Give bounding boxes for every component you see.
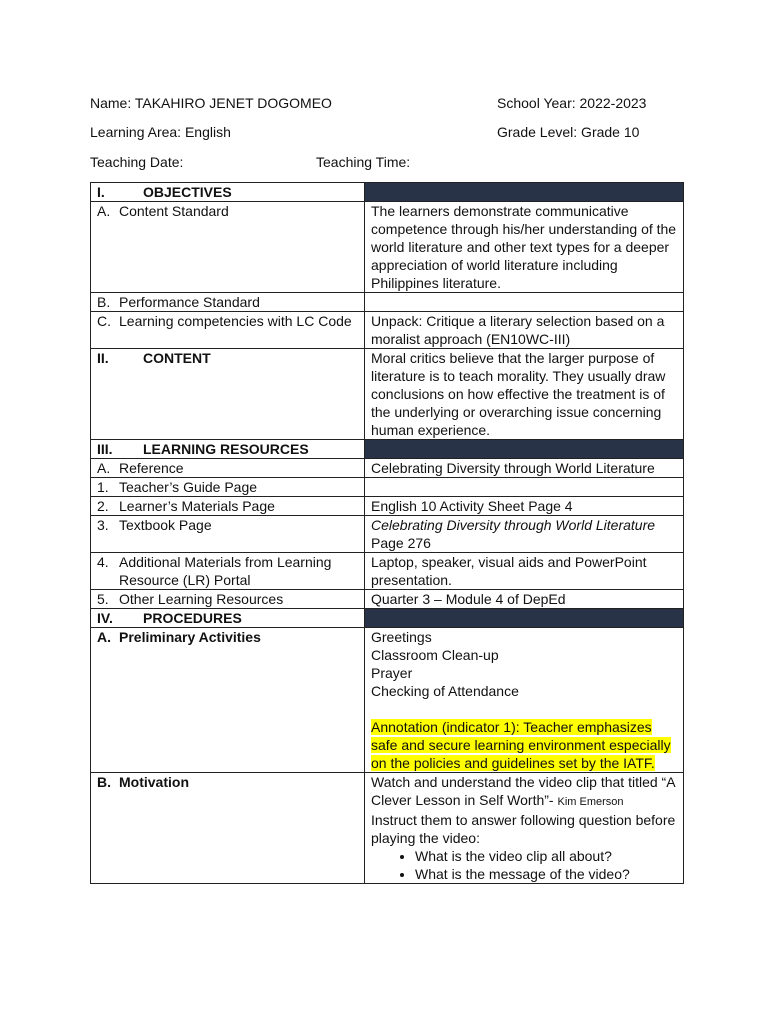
motivation-value	[365, 773, 684, 884]
lesson-plan-table	[90, 182, 684, 884]
section-number: I.	[97, 184, 105, 200]
teaching-time: Teaching Time:	[316, 154, 411, 170]
row-label-textbook: 3. Textbook Page	[97, 517, 212, 533]
section-heading-objectives	[97, 183, 358, 201]
teaching-date: Teaching Date:	[90, 154, 184, 170]
section-row-learning-resources	[91, 440, 684, 459]
teacher-name: Name: TAKAHIRO JENET DOGOMEO	[90, 95, 332, 111]
row-label-other-resources: 5. Other Learning Resources	[97, 591, 284, 607]
row-label-reference: A. Reference	[97, 460, 184, 476]
row-label-performance-standard: B. Performance Standard	[97, 294, 260, 310]
table-row	[91, 497, 684, 516]
section-title: OBJECTIVES	[143, 184, 232, 200]
competencies-value: Unpack: Critique a literary selection based on a moralist approach (EN10WC-III)	[365, 312, 684, 349]
reference-value: Celebrating Diversity through World Literature	[365, 459, 684, 478]
learning-area: Learning Area: English	[90, 124, 231, 140]
section-heading-content: II. CONTENT	[97, 350, 211, 366]
content-value: Moral critics believe that the larger purpose of literature is to teach morality. They usually draw conclusions on how effective the treatment is of the underlying or overarching issue concerning human experience.	[365, 349, 684, 440]
school-year: School Year: 2022-2023	[497, 95, 647, 111]
list-item: Classroom Clean-up	[371, 647, 499, 663]
motivation-instruction: Instruct them to answer following question before playing the video:	[371, 812, 676, 846]
table-row	[91, 459, 684, 478]
list-item: • What is the message of the video?	[415, 865, 677, 883]
preliminary-activities-value	[365, 628, 684, 773]
table-row	[91, 293, 684, 312]
row-label-competencies: C. Learning competencies with LC Code	[97, 313, 352, 329]
motivation-intro: Watch and understand the video clip that titled “A Clever Lesson in Self Worth”- Kim Emerson	[371, 774, 675, 808]
row-label-preliminary-activities: A. Preliminary Activities	[97, 629, 261, 645]
row-label-teachers-guide: 1. Teacher’s Guide Page	[97, 479, 258, 495]
row-label-content-standard: A. Content Standard	[97, 203, 229, 219]
row-label-motivation: B. Motivation	[97, 774, 189, 790]
grade-level: Grade Level: Grade 10	[497, 124, 640, 140]
list-item: • What is the video clip all about?	[415, 847, 677, 865]
row-label-learners-materials: 2. Learner’s Materials Page	[97, 498, 275, 514]
section-row-objectives	[91, 183, 684, 202]
question-list	[371, 847, 677, 883]
list-item: Prayer	[371, 665, 413, 681]
row-label-additional-materials: 4. Additional Materials from Learning Resource (LR) Portal	[97, 554, 332, 588]
list-item: Greetings	[371, 629, 432, 645]
table-row	[91, 553, 684, 590]
table-row	[91, 773, 684, 884]
section-heading-procedures: IV. PROCEDURES	[97, 610, 242, 626]
table-row	[91, 628, 684, 773]
table-row	[91, 202, 684, 293]
performance-standard-value	[365, 293, 684, 312]
annotation-highlight: Annotation (indicator 1): Teacher emphasizes safe and secure learning environment especially on the policies and guidelines set by the IATF.	[371, 719, 671, 771]
section-row-content	[91, 349, 684, 440]
learners-materials-value: English 10 Activity Sheet Page 4	[365, 497, 684, 516]
content-standard-value: The learners demonstrate communicative competence through his/her understanding of the world literature and other text types for a deeper appreciation of world literature including Philippines literature.	[365, 202, 684, 293]
table-row	[91, 312, 684, 349]
section-heading-learning-resources: III. LEARNING RESOURCES	[97, 441, 309, 457]
additional-materials-value: Laptop, speaker, visual aids and PowerPoint presentation.	[365, 553, 684, 590]
table-row	[91, 478, 684, 497]
section-header-fill	[365, 609, 684, 628]
section-header-fill	[365, 183, 684, 202]
list-item: Checking of Attendance	[371, 683, 519, 699]
table-row	[91, 516, 684, 553]
table-row	[91, 590, 684, 609]
video-author: Kim Emerson	[557, 796, 624, 808]
teachers-guide-value	[365, 478, 684, 497]
other-resources-value: Quarter 3 – Module 4 of DepEd	[365, 590, 684, 609]
section-header-fill	[365, 440, 684, 459]
section-row-procedures	[91, 609, 684, 628]
textbook-page: Page 276	[371, 535, 431, 551]
textbook-value	[365, 516, 684, 553]
spacer	[371, 700, 677, 718]
textbook-title: Celebrating Diversity through World Literature	[371, 517, 656, 533]
